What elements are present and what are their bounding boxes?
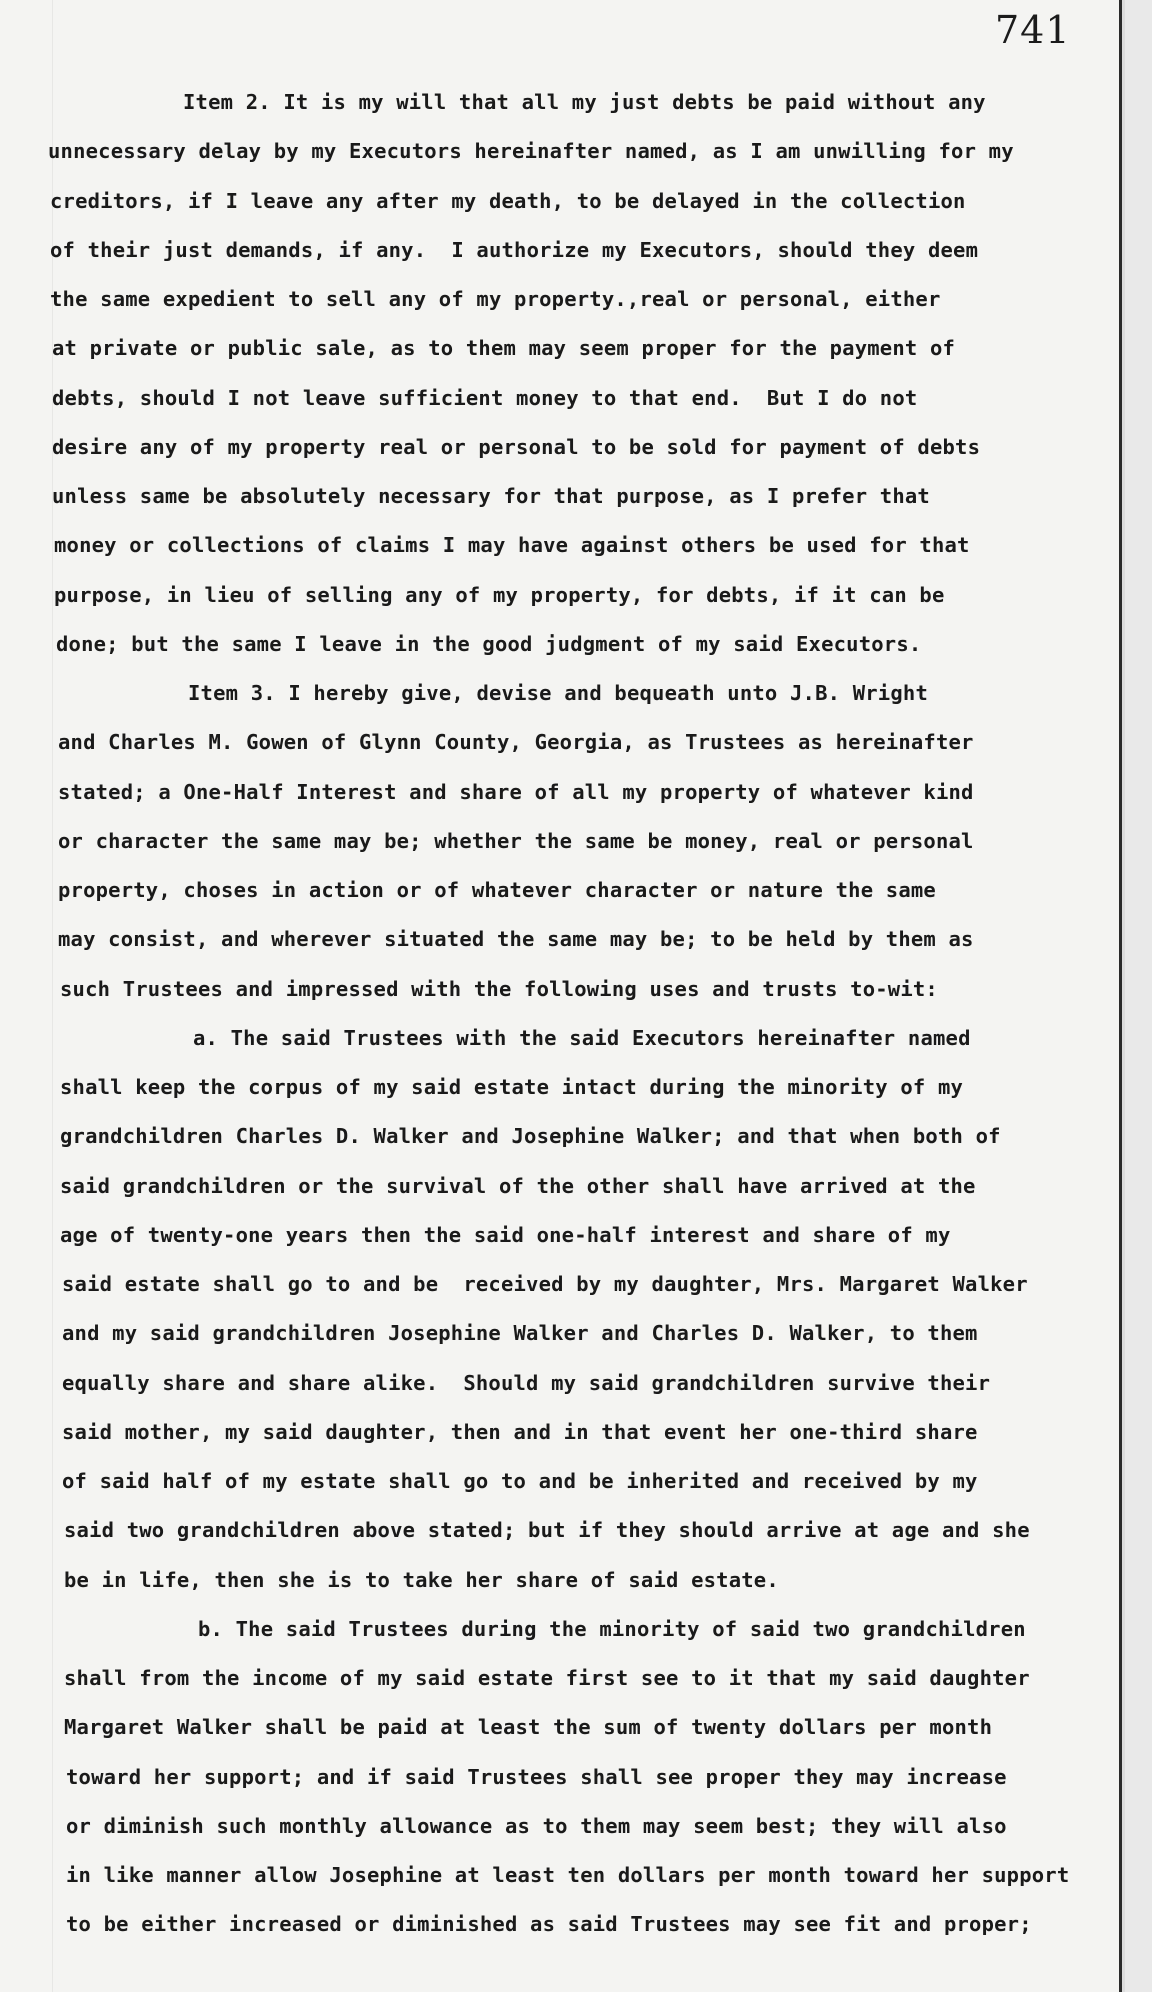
text-line: equally share and share alike. Should my said grandchildren survive their [62,1371,991,1395]
text-line: creditors, if I leave any after my death, to be delayed in the collection [50,189,966,213]
text-line: purpose, in lieu of selling any of my property, for debts, if it can be [54,583,945,607]
text-line: unnecessary delay by my Executors hereinafter named, as I am unwilling for my [48,139,1014,163]
text-line: in like manner allow Josephine at least ten dollars per month toward her support [66,1863,1070,1887]
text-line: debts, should I not leave sufficient money to that end. But I do not [52,386,918,410]
text-line: shall keep the corpus of my said estate intact during the minority of my [60,1075,964,1099]
text-line: at private or public sale, as to them may seem proper for the payment of [52,336,956,360]
text-line: money or collections of claims I may have against others be used for that [54,533,970,557]
text-line: or diminish such monthly allowance as to them may seem best; they will also [66,1814,1007,1838]
text-line: a. The said Trustees with the said Executors hereinafter named [193,1026,971,1050]
text-line: age of twenty-one years then the said one-half interest and share of my [60,1223,951,1247]
text-line: done; but the same I leave in the good judgment of my said Executors. [56,632,922,656]
text-line: or character the same may be; whether the same be money, real or personal [58,829,974,853]
text-line: said mother, my said daughter, then and in that event her one-third share [62,1420,978,1444]
text-line: Margaret Walker shall be paid at least the sum of twenty dollars per month [64,1715,993,1739]
text-line: Item 3. I hereby give, devise and bequeath unto J.B. Wright [188,681,928,705]
text-line: grandchildren Charles D. Walker and Josephine Walker; and that when both of [60,1124,1001,1148]
text-line: said estate shall go to and be received by my daughter, Mrs. Margaret Walker [62,1272,1028,1296]
text-line: such Trustees and impressed with the following uses and trusts to-wit: [60,977,938,1001]
text-line: shall from the income of my said estate first see to it that my said daughter [64,1666,1030,1690]
text-line: b. The said Trustees during the minority of said two grandchildren [198,1617,1026,1641]
text-line: toward her support; and if said Trustees shall see proper they may increase [66,1765,1007,1789]
text-line: the same expedient to sell any of my property.,real or personal, either [50,287,941,311]
page-number: 741 [995,8,1071,52]
text-line: said two grandchildren above stated; but if they should arrive at age and she [64,1518,1030,1542]
text-line: unless same be absolutely necessary for that purpose, as I prefer that [52,484,930,508]
text-line: Item 2. It is my will that all my just debts be paid without any [183,90,986,114]
text-line: stated; a One-Half Interest and share of all my property of whatever kind [58,780,974,804]
text-line: of said half of my estate shall go to and be inherited and received by my [62,1469,978,1493]
text-line: said grandchildren or the survival of the other shall have arrived at the [60,1174,976,1198]
text-line: property, choses in action or of whatever character or nature the same [58,878,936,902]
text-line: and Charles M. Gowen of Glynn County, Georgia, as Trustees as hereinafter [58,730,974,754]
text-line: and my said grandchildren Josephine Walker and Charles D. Walker, to them [62,1321,978,1345]
text-line: of their just demands, if any. I authorize my Executors, should they deem [50,238,979,262]
text-line: to be either increased or diminished as said Trustees may see fit and proper; [66,1912,1032,1936]
text-line: may consist, and wherever situated the same may be; to be held by them as [58,927,974,951]
scan-edge [1125,0,1152,1992]
text-line: desire any of my property real or personal to be sold for payment of debts [52,435,981,459]
text-line: be in life, then she is to take her share of said estate. [64,1568,779,1592]
